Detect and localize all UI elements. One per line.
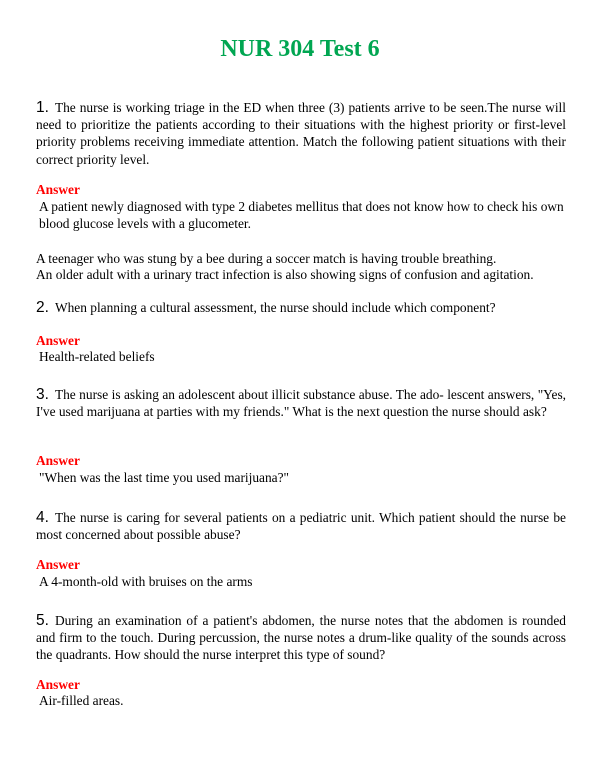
answer-label: Answer [36,333,80,348]
document-title: NUR 304 Test 6 [220,36,380,62]
question-text: The nurse is working triage in the ED when three (3) patients arrive to be seen.The nurse will need to prioritize the patients according to their situations with the highest priority or first-level priority problems receiving immediate attention. Match the following patient situations with their correct priority level. [36,100,566,167]
answer-label: Answer [36,182,80,197]
answer-text: A 4-month-old with bruises on the arms [39,574,253,589]
question-1 [36,99,566,168]
answer-label: Answer [36,557,80,572]
question-text: When planning a cultural assessment, the nurse should include which component? [54,300,496,315]
answer-label: Answer [36,677,80,692]
answer-extra-line: An older adult with a urinary tract infection is also showing signs of confusion and agitation. [36,267,534,282]
question-number: 3. [36,386,49,403]
question-number: 2. [36,299,49,316]
question-2 [36,299,566,316]
question-number: 4. [36,509,49,526]
question-number: 1. [36,99,49,116]
answer-text: "When was the last time you used marijuana?" [39,470,290,485]
answer-text: A patient newly diagnosed with type 2 diabetes mellitus that does not know how to check his own blood glucose levels with a glucometer. [39,199,564,232]
answer-extra-line: A teenager who was stung by a bee during a soccer match is having trouble breathing. [36,251,497,266]
answer-text: Air-filled areas. [39,693,124,708]
answer-label: Answer [36,453,80,468]
question-3 [36,386,566,420]
question-text: The nurse is caring for several patients on a pediatric unit. Which patient should the nurse be most concerned about possible abuse? [36,510,566,543]
question-5 [36,612,566,664]
question-text: The nurse is asking an adolescent about illicit substance abuse. The ado- lescent answers, "Yes, I've used marijuana at parties with my friends." What is the next question the nurse should ask? [36,387,566,420]
question-number: 5. [36,612,49,629]
answer-text: Health-related beliefs [39,349,155,364]
question-4 [36,509,566,543]
question-text: During an examination of a patient's abdomen, the nurse notes that the abdomen is rounded and firm to the touch. During percussion, the nurse notes a drum-like quality of the sounds across the quadrants. How should the nurse interpret this type of sound? [36,613,566,663]
